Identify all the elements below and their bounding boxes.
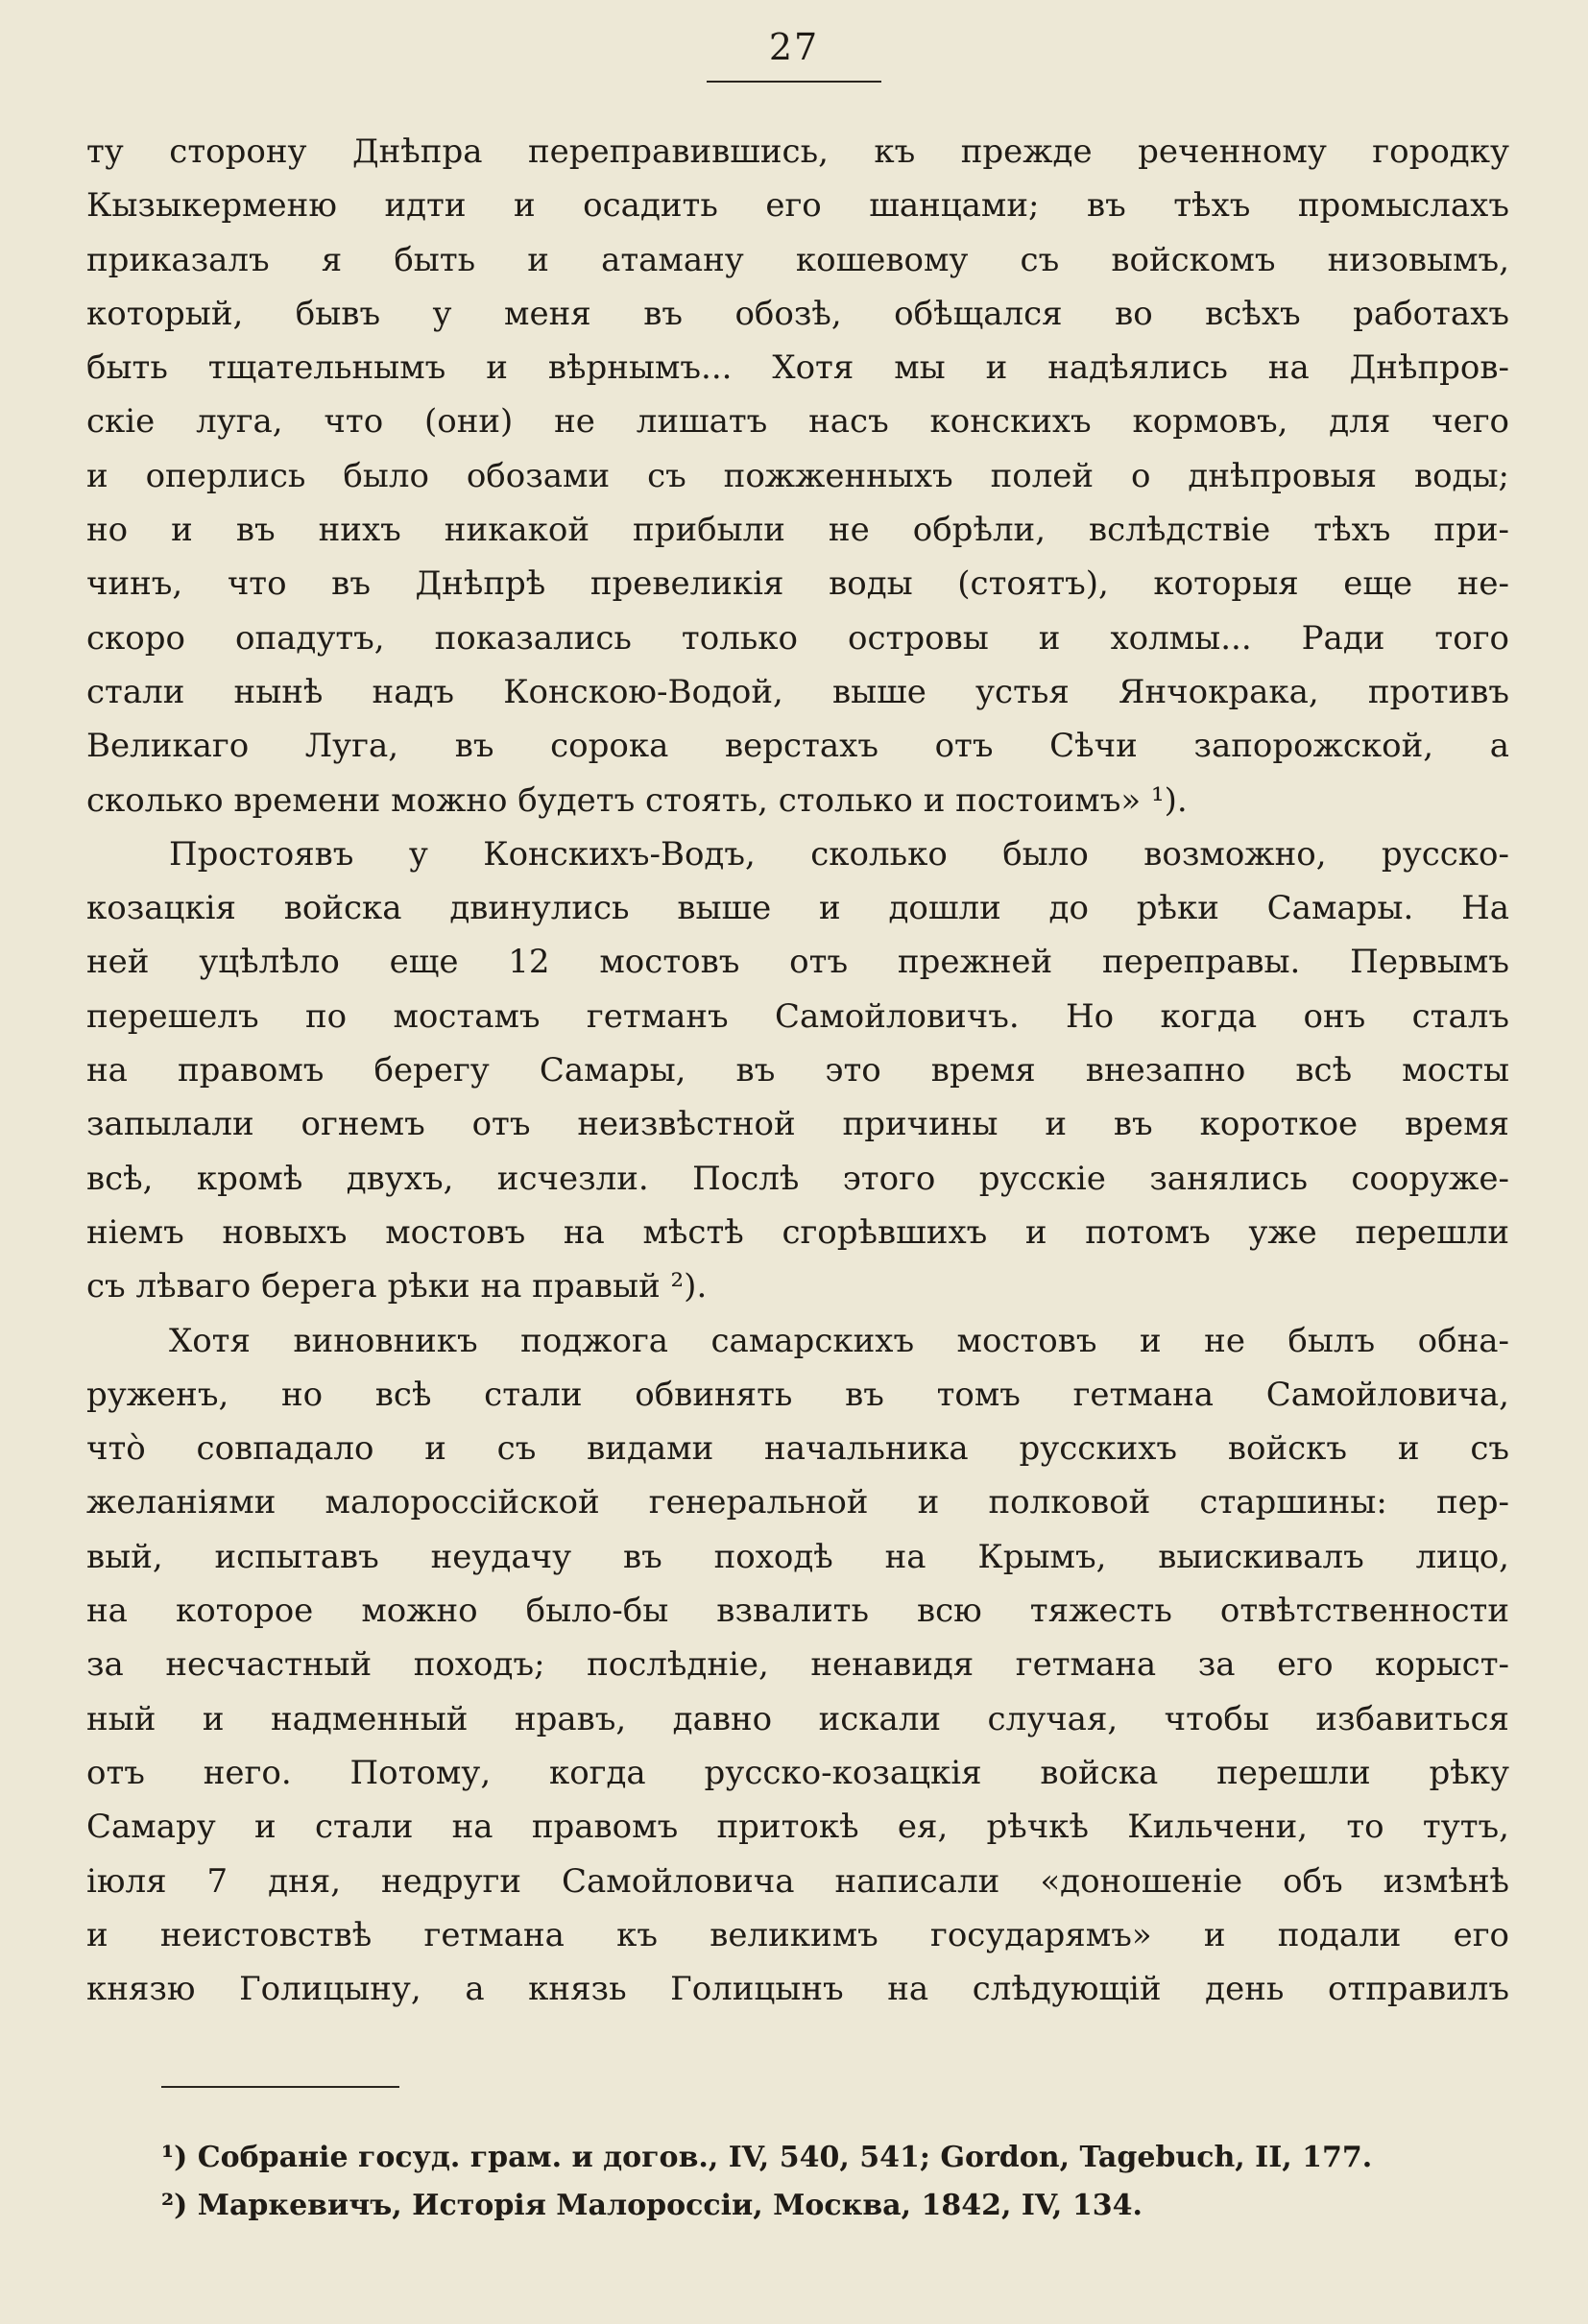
text-line: ніемъ новыхъ мостовъ на мѣстѣ сгорѣвшихъ и потомъ уже перешли [86, 1212, 1509, 1252]
text-line: желаніями малороссійской генеральной и полковой старшины: пер- [86, 1483, 1509, 1522]
text-line: іюля 7 дня, недруги Самойловича написали «доношеніе объ измѣнѣ [86, 1861, 1509, 1901]
footnote-1: ¹) Собраніе госуд. грам. и догов., IV, 540, 541; Gordon, Tagebuch, II, 177. [161, 2141, 1373, 2174]
text-line: всѣ, кромѣ двухъ, исчезли. Послѣ этого русскіе занялись сооруже- [86, 1159, 1509, 1198]
text-line: ный и надменный нравъ, давно искали случая, чтобы избавиться [86, 1699, 1509, 1738]
text-line: и неистовствѣ гетмана къ великимъ государямъ» и подали его [86, 1915, 1509, 1954]
text-line: руженъ, но всѣ стали обвинять въ томъ гетмана Самойловича, [86, 1375, 1509, 1414]
text-line: но и въ нихъ никакой прибыли не обрѣли, вслѣдствіе тѣхъ при- [86, 511, 1509, 550]
footnotes [161, 2134, 1515, 2230]
header-rule [707, 81, 881, 83]
text-line: Хотя виновникъ поджога самарскихъ мостовъ и не былъ обна- [169, 1321, 1509, 1360]
paragraph-1 [86, 125, 1509, 827]
text-line: съ лѣваго берега рѣки на правый ²). [86, 1267, 708, 1306]
text-line: чинъ, что въ Днѣпрѣ превеликія воды (стоятъ), которыя еще не- [86, 564, 1509, 604]
page-number: 27 [768, 26, 820, 68]
text-line: Самару и стали на правомъ притокѣ ея, рѣчкѣ Кильчени, то тутъ, [86, 1808, 1509, 1847]
body-text [86, 125, 1509, 2016]
text-line: Великаго Луга, въ сорока верстахъ отъ Сѣчи запорожской, а [86, 727, 1509, 766]
paragraph-3 [86, 1314, 1509, 2017]
text-line: и оперлись было обозами съ пожженныхъ полей о днѣпровыя воды; [86, 456, 1509, 495]
text-line: отъ него. Потому, когда русско-козацкія войска перешли рѣку [86, 1753, 1509, 1792]
footnote-rule [161, 2086, 399, 2088]
text-line: вый, испытавъ неудачу въ походѣ на Крымъ, выискивалъ лицо, [86, 1537, 1509, 1576]
text-line: козацкія войска двинулись выше и дошли до рѣки Самары. На [86, 889, 1509, 928]
text-line: на правомъ берегу Самары, въ это время внезапно всѣ мосты [86, 1051, 1509, 1090]
footnote-2: ²) Маркевичъ, Исторія Малороссіи, Москва, 1842, IV, 134. [161, 2189, 1143, 2222]
text-line: ту сторону Днѣпра переправившись, къ прежде реченному городку [86, 132, 1509, 171]
text-line: быть тщательнымъ и вѣрнымъ... Хотя мы и надѣялись на Днѣпров- [86, 348, 1509, 388]
text-line: за несчастный походъ; послѣдніе, ненавидя гетмана за его корыст- [86, 1645, 1509, 1685]
text-line: приказалъ я быть и атаману кошевому съ войскомъ низовымъ, [86, 240, 1509, 279]
text-line: что̀ совпадало и съ видами начальника русскихъ войскъ и съ [86, 1429, 1509, 1469]
text-line: перешелъ по мостамъ гетманъ Самойловичъ. Но когда онъ сталъ [86, 996, 1509, 1036]
text-line: Кызыкерменю идти и осадить его шанцами; въ тѣхъ промыслахъ [86, 186, 1509, 226]
text-line: скіе луга, что (они) не лишатъ насъ конскихъ кормовъ, для чего [86, 402, 1509, 442]
text-line: Простоявъ у Конскихъ-Водъ, сколько было возможно, русско- [169, 834, 1509, 874]
text-line: князю Голицыну, а князь Голицынъ на слѣдующій день отправилъ [86, 1970, 1509, 2009]
text-line: стали нынѣ надъ Конскою-Водой, выше устья Янчокрака, противъ [86, 672, 1509, 711]
paragraph-2 [86, 827, 1509, 1314]
text-line: запылали огнемъ отъ неизвѣстной причины и въ короткое время [86, 1105, 1509, 1144]
text-line: скоро опадутъ, показались только островы и холмы... Ради того [86, 618, 1509, 658]
text-line: на которое можно было-бы взвалить всю тяжесть отвѣтственности [86, 1592, 1509, 1631]
text-line: сколько времени можно будетъ стоять, столько и постоимъ» ¹). [86, 780, 1188, 820]
text-line: который, бывъ у меня въ обозѣ, обѣщался во всѣхъ работахъ [86, 294, 1509, 333]
text-line: ней уцѣлѣло еще 12 мостовъ отъ прежней переправы. Первымъ [86, 943, 1509, 982]
